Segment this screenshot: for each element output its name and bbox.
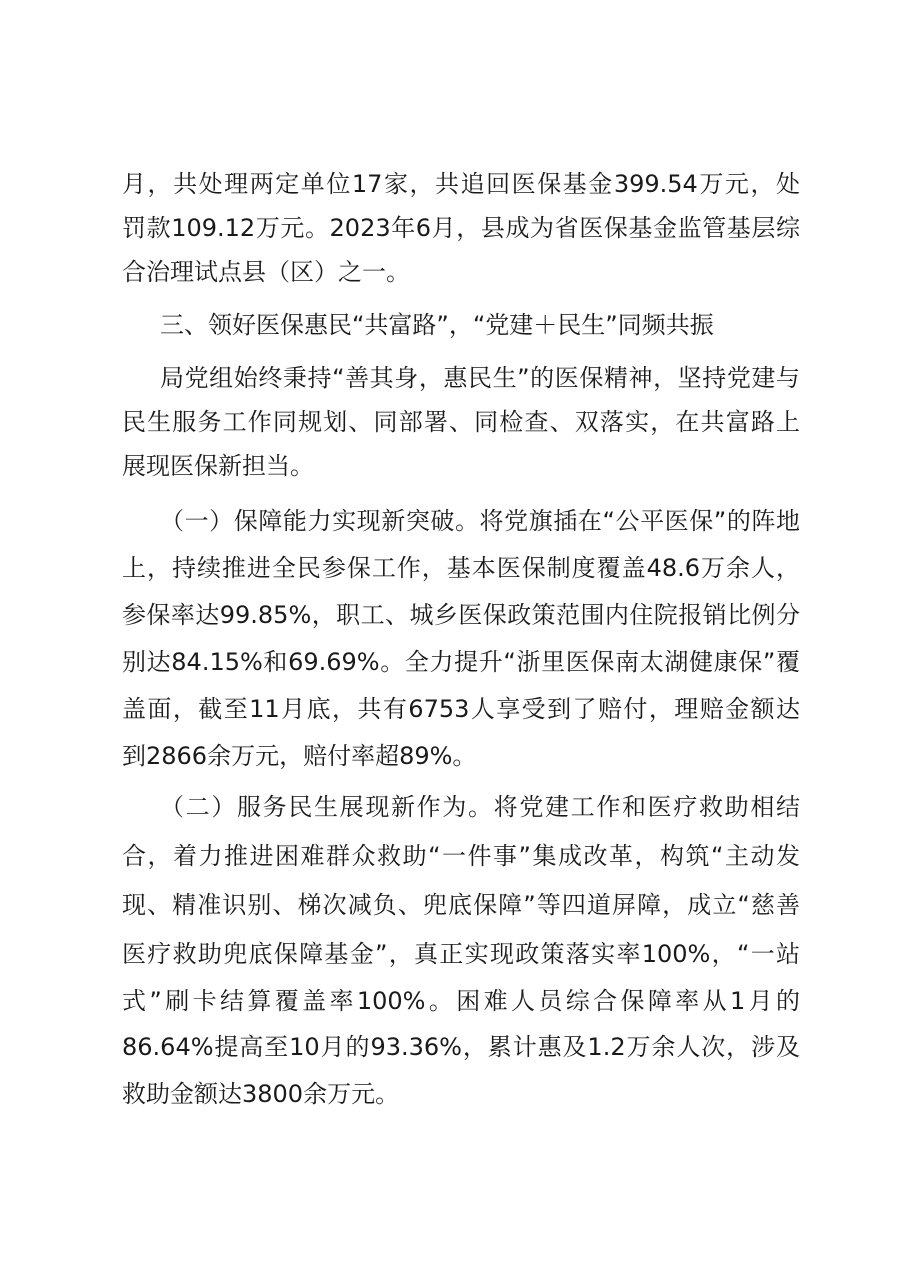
text-line: 式”刷卡结算覆盖率100%。困难人员综合保障率从1月的 [122, 987, 800, 1015]
text-line: 合，着力推进困难群众救助“一件事”集成改革，构筑“主动发 [122, 842, 800, 870]
text-line: 参保率达99.85%，职工、城乡医保政策范围内住院报销比例分 [122, 601, 800, 629]
section-heading: 三、领好医保惠民“共富路”，“党建＋民生”同频共振 [160, 311, 714, 339]
text-line: 救助金额达3800余万元。 [122, 1080, 400, 1108]
text-line: 医疗救助兜底保障基金”，真正实现政策落实率100%，“一站 [122, 940, 800, 968]
text-line: 合治理试点县（区）之一。 [122, 258, 410, 286]
text-line: 月，共处理两定单位17家，共追回医保基金399.54万元，处 [122, 170, 800, 198]
text-line: 到2866余万元，赔付率超89%。 [122, 742, 477, 770]
text-line: 盖面，截至11月底，共有6753人享受到了赔付，理赔金额达 [122, 695, 800, 723]
text-line: 上，持续推进全民参保工作，基本医保制度覆盖48.6万余人， [122, 554, 800, 582]
text-line: 局党组始终秉持“善其身，惠民生”的医保精神，坚持党建与 [160, 364, 800, 392]
text-line: 现、精准识别、梯次减负、兜底保障”等四道屏障，成立“慈善 [122, 891, 800, 919]
text-line: 86.64%提高至10月的93.36%，累计惠及1.2万余人次，涉及 [122, 1033, 800, 1061]
subheading-line: （一）保障能力实现新突破。将党旗插在“公平医保”的阵地 [160, 507, 800, 535]
text-line: 别达84.15%和69.69%。全力提升“浙里医保南太湖健康保”覆 [122, 648, 800, 676]
text-line: 罚款109.12万元。2023年6月，县成为省医保基金监管基层综 [122, 214, 800, 242]
text-line: 展现医保新担当。 [122, 452, 314, 480]
text-line: 民生服务工作同规划、同部署、同检查、双落实，在共富路上 [122, 408, 800, 436]
subheading-line: （二）服务民生展现新作为。将党建工作和医疗救助相结 [160, 793, 800, 821]
